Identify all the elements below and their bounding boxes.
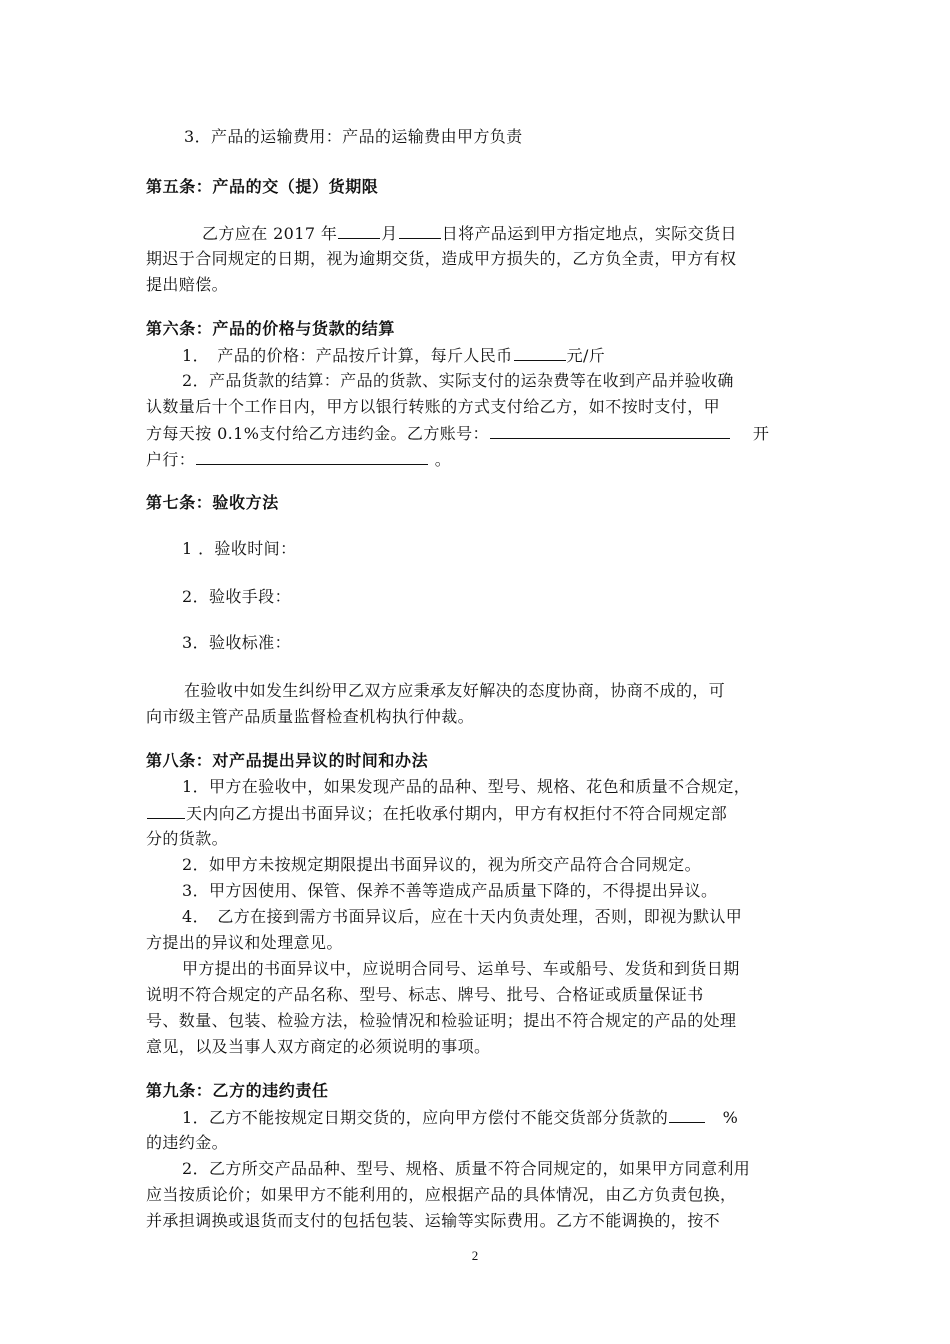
section-heading: 第七条：验收方法 [146,493,279,512]
text-fragment: 月 [381,224,398,243]
text-line: 1 ．验收时间： [182,539,297,558]
text-line: 1．甲方在验收中，如果发现产品的品种、型号、规格、花色和质量不合规定， [182,777,751,796]
text-fragment: 天内向乙方提出书面异议；在托收承付期内，甲方有权拒付不符合同规定部 [186,804,728,823]
fill-in-blank [147,800,185,819]
text-line: 意见，以及当事人双方商定的必须说明的事项。 [146,1037,491,1056]
fill-in-blank [490,420,730,439]
text-line: 分的货款。 [146,829,229,848]
text-fragment: 开 [730,424,770,443]
text-line [146,446,451,473]
text-line: 2．产品货款的结算：产品的货款、实际支付的运杂费等在收到产品并验收确 [182,371,734,390]
text-line: 在验收中如发生纠纷甲乙双方应秉承友好解决的态度协商，协商不成的，可 [184,681,726,700]
fill-in-blank [399,220,441,239]
section-heading: 第九条：乙方的违约责任 [146,1081,329,1100]
text-fragment: 日将产品运到甲方指定地点，实际交货日 [441,224,737,243]
section-heading: 第五条：产品的交（提）货期限 [146,177,379,196]
section-heading: 第六条：产品的价格与货款的结算 [146,319,396,338]
text-line [146,1104,738,1131]
text-fragment: % [706,1108,739,1127]
text-fragment: 。 [429,450,452,469]
text-line: 向市级主管产品质量监督检查机构执行仲裁。 [146,707,475,726]
page-number: 2 [471,1248,479,1263]
text-fragment: 乙方应在 2017 年 [202,224,338,243]
fill-in-blank [196,446,428,465]
text-fragment: 1． 产品的价格：产品按斤计算，每斤人民币 [182,346,513,365]
text-line: 甲方提出的书面异议中，应说明合同号、运单号、车或船号、发货和到货日期 [182,959,740,978]
text-line: 提出赔偿。 [146,275,229,294]
text-line: 3．产品的运输费用：产品的运输费由甲方负责 [184,127,523,146]
text-line: 的违约金。 [146,1133,229,1152]
text-fragment: 方每天按 0.1%支付给乙方违约金。乙方账号： [146,424,489,443]
fill-in-blank [338,220,380,239]
text-line: 4． 乙方在接到需方书面异议后，应在十天内负责处理，否则，即视为默认甲 [182,907,743,926]
text-line [146,800,727,827]
text-fragment: 元/斤 [566,346,606,365]
text-line: 号、数量、包装、检验方法，检验情况和检验证明；提出不符合规定的产品的处理 [146,1011,737,1030]
fill-in-blank [514,342,566,361]
text-fragment: 1．乙方不能按规定日期交货的，应向甲方偿付不能交货部分货款的 [182,1108,669,1127]
text-line: 认数量后十个工作日内，甲方以银行转账的方式支付给乙方，如不按时支付，甲 [146,397,721,416]
text-line [146,220,737,247]
text-line: 2．验收手段： [182,587,291,606]
text-line: 期迟于合同规定的日期，视为逾期交货，造成甲方损失的，乙方负全责，甲方有权 [146,249,737,268]
text-line [146,420,769,447]
section-heading: 第八条：对产品提出异议的时间和办法 [146,751,429,770]
text-line [146,342,605,369]
text-line: 并承担调换或退货而支付的包括包装、运输等实际费用。乙方不能调换的，按不 [146,1211,721,1230]
text-line: 应当按质论价；如果甲方不能利用的，应根据产品的具体情况，由乙方负责包换， [146,1185,737,1204]
text-line: 3．验收标准： [182,633,291,652]
text-line: 说明不符合规定的产品名称、型号、标志、牌号、批号、合格证或质量保证书 [146,985,704,1004]
text-line: 2．如甲方未按规定期限提出书面异议的，视为所交产品符合合同规定。 [182,855,701,874]
text-line: 2．乙方所交产品品种、型号、规格、质量不符合同规定的，如果甲方同意利用 [182,1159,751,1178]
text-line: 方提出的异议和处理意见。 [146,933,343,952]
text-fragment: 户行： [146,450,196,469]
fill-in-blank [669,1104,705,1123]
text-line: 3．甲方因使用、保管、保养不善等造成产品质量下降的，不得提出异议。 [182,881,718,900]
